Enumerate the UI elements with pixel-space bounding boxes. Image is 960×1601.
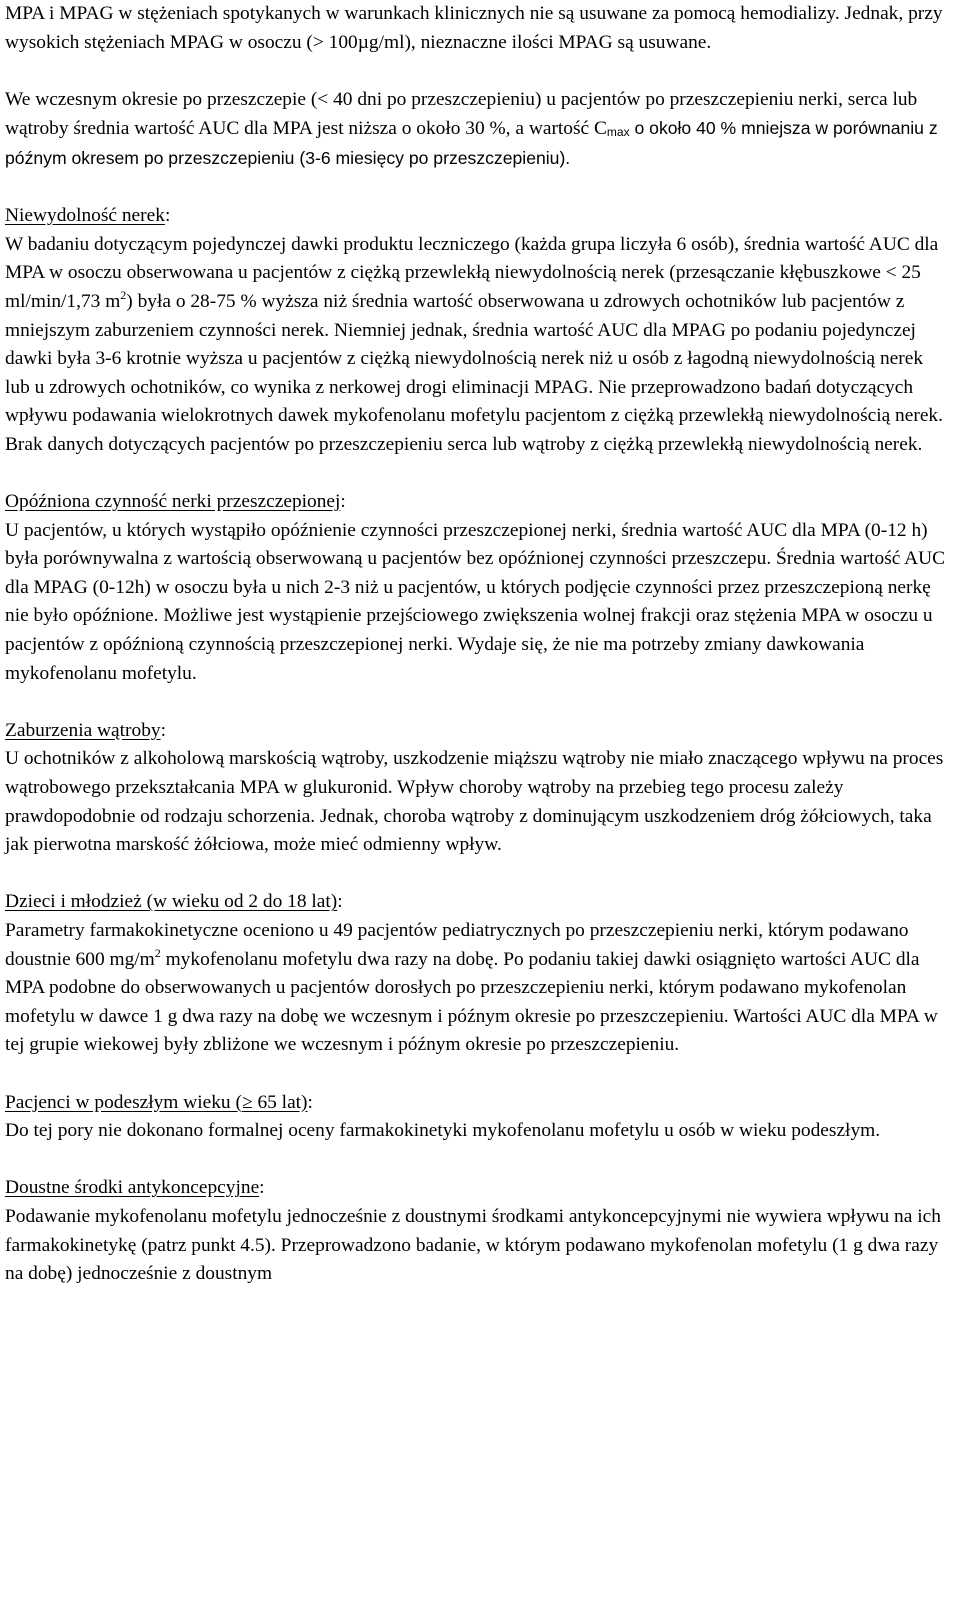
- elderly-heading-colon: :: [307, 1091, 313, 1113]
- renal-superscript: 2: [120, 287, 127, 302]
- renal-body-b: ) była o 28-75 % wyższa niż średnia wartość obserwowana u zdrowych ochotników lub pacjentów z mniejszym zaburzeniem czynności nerek. Niemniej jednak, średnia wartość AUC dla MPAG po podaniu pojedynczej dawki była 3-6 krotnie wyższa u pacjentów z ciężką niewydolnością nerek niż u osób z łagodną niewydolnością nerek lub u zdrowych ochotników, co wynika z nerkowej drogi eliminacji MPAG. Nie przeprowadzono badań dotyczących wpływu podawania wielokrotnych dawek mykofenolanu mofetylu pacjentom z ciężką przewlekłą niewydolnością nerek. Brak danych dotyczących pacjentów po przeszczepieniu serca lub wątroby z ciężką przewlekłą niewydolnością nerek.: [5, 290, 943, 455]
- early-period-text-b: o około 40 % mniejsza w porównaniu z późnym okresem po przeszczepieniu (3-6 miesięcy po przeszczepieniu).: [5, 118, 938, 168]
- early-period-text-a: We wczesnym okresie po przeszczepie (< 40 dni po przeszczepieniu) u pacjentów po przeszczepieniu nerki, serca lub wątroby średnia wartość AUC dla MPA jest niższa o około 30 %, a wartość C: [5, 88, 918, 140]
- elderly-heading-a: Pacjenci w podeszłym wieku (: [5, 1091, 242, 1113]
- liver-heading-text: Zaburzenia wątroby: [5, 719, 161, 741]
- children-heading-text: Dzieci i młodzież (w wieku od 2 do 18 lat): [5, 891, 338, 913]
- paragraph-hepatic-impairment: U ochotników z alkoholową marskością wątroby, uszkodzenie miąższu wątroby nie miało znaczącego wpływu na proces wątrobowego przekształcania MPA w glukuronid. Wpływ choroby wątroby na przebieg tego procesu zależy prawdopodobnie od rodzaju schorzenia. Jednak, choroba wątroby z dominującym uszkodzeniem dróg żółciowych, taka jak pierwotna marskość żółciowa, może mieć odmienny wpływ.: [5, 748, 944, 856]
- paragraph-renal-impairment: [5, 231, 952, 460]
- heading-oral-contraceptives: [5, 1174, 952, 1203]
- paragraph-early-period: [5, 86, 952, 174]
- delayed-heading-text: Opóźniona czynność nerki przeszczepionej: [5, 491, 341, 513]
- renal-body-a: W badaniu dotyczącym pojedynczej dawki produktu leczniczego (każda grupa liczyła 6 osób), średnia wartość AUC dla MPA w osoczu obserwowana u pacjentów z ciężką przewlekłą niewydolnością nerek (przesączanie kłębuszkowe < 25 ml/min/1,73 m: [5, 233, 939, 312]
- heading-children: [5, 888, 952, 917]
- paragraph-children: [5, 917, 952, 1060]
- children-body-b: mykofenolanu mofetylu dwa razy na dobę. Po podaniu takiej dawki osiągnięto wartości AUC dla MPA podobne do obserwowanych u pacjentów dorosłych po przeszczepieniu nerki, którym podawano mykofenolan mofetylu w dawce 1 g dwa razy na dobę we wczesnym i późnym okresie po przeszczepieniu. Wartości AUC dla MPA w tej grupie wiekowej były zbliżone we wczesnym i późnym okresie po przeszczepieniu.: [5, 948, 938, 1056]
- heading-delayed-graft-function: [5, 488, 952, 517]
- heading-elderly: [5, 1089, 952, 1118]
- renal-heading-text: Niewydolność nerek: [5, 205, 165, 227]
- elderly-heading-b: 65 lat): [252, 1091, 308, 1113]
- heading-hepatic-impairment: [5, 717, 952, 746]
- children-body-a: Parametry farmakokinetyczne oceniono u 49 pacjentów pediatrycznych po przeszczepieniu nerki, którym podawano doustnie 600 mg/m: [5, 920, 909, 970]
- paragraph-hemodialysis: MPA i MPAG w stężeniach spotykanych w warunkach klinicznych nie są usuwane za pomocą hemodializy. Jednak, przy wysokich stężeniach MPAG w osoczu (> 100µg/ml), nieznaczne ilości MPAG są usuwane.: [5, 3, 943, 53]
- heading-renal-impairment: [5, 202, 952, 231]
- delayed-heading-colon: :: [340, 491, 346, 513]
- contraceptives-heading-colon: :: [259, 1177, 265, 1199]
- children-superscript: 2: [154, 945, 161, 960]
- paragraph-delayed-graft-function: U pacjentów, u których wystąpiło opóźnienie czynności przeszczepionej nerki, średnia wartość AUC dla MPA (0-12 h) była porównywalna z wartością obserwowaną u pacjentów bez opóźnionej czynności przeszczepu. Średnia wartość AUC dla MPAG (0-12h) w osoczu była u nich 2-3 niż u pacjentów, u których podjęcie czynności przez przeszczepioną nerkę nie było opóźnione. Możliwe jest wystąpienie przejściowego zwiększenia wolnej frakcji oraz stężenia MPA w osoczu u pacjentów z opóźnioną czynnością przeszczepionej nerki. Wydaje się, że nie ma potrzeby zmiany dawkowania mykofenolanu mofetylu.: [5, 519, 946, 684]
- children-heading-colon: :: [337, 891, 343, 913]
- paragraph-elderly: Do tej pory nie dokonano formalnej oceny farmakokinetyki mykofenolanu mofetylu u osób w wieku podeszłym.: [5, 1120, 881, 1142]
- paragraph-oral-contraceptives: Podawanie mykofenolanu mofetylu jednocześnie z doustnymi środkami antykoncepcyjnymi nie wywiera wpływu na ich farmakokinetykę (patrz punkt 4.5). Przeprowadzono badanie, w którym podawano mykofenolan mofetylu (1 g dwa razy na dobę) jednocześnie z doustnym: [5, 1205, 941, 1285]
- elderly-heading-geq: ≥: [241, 1091, 253, 1113]
- renal-heading-colon: :: [164, 205, 171, 227]
- contraceptives-heading-text: Doustne środki antykoncepcyjne: [5, 1177, 260, 1199]
- liver-heading-colon: :: [160, 719, 166, 741]
- cmax-subscript: max: [606, 125, 630, 140]
